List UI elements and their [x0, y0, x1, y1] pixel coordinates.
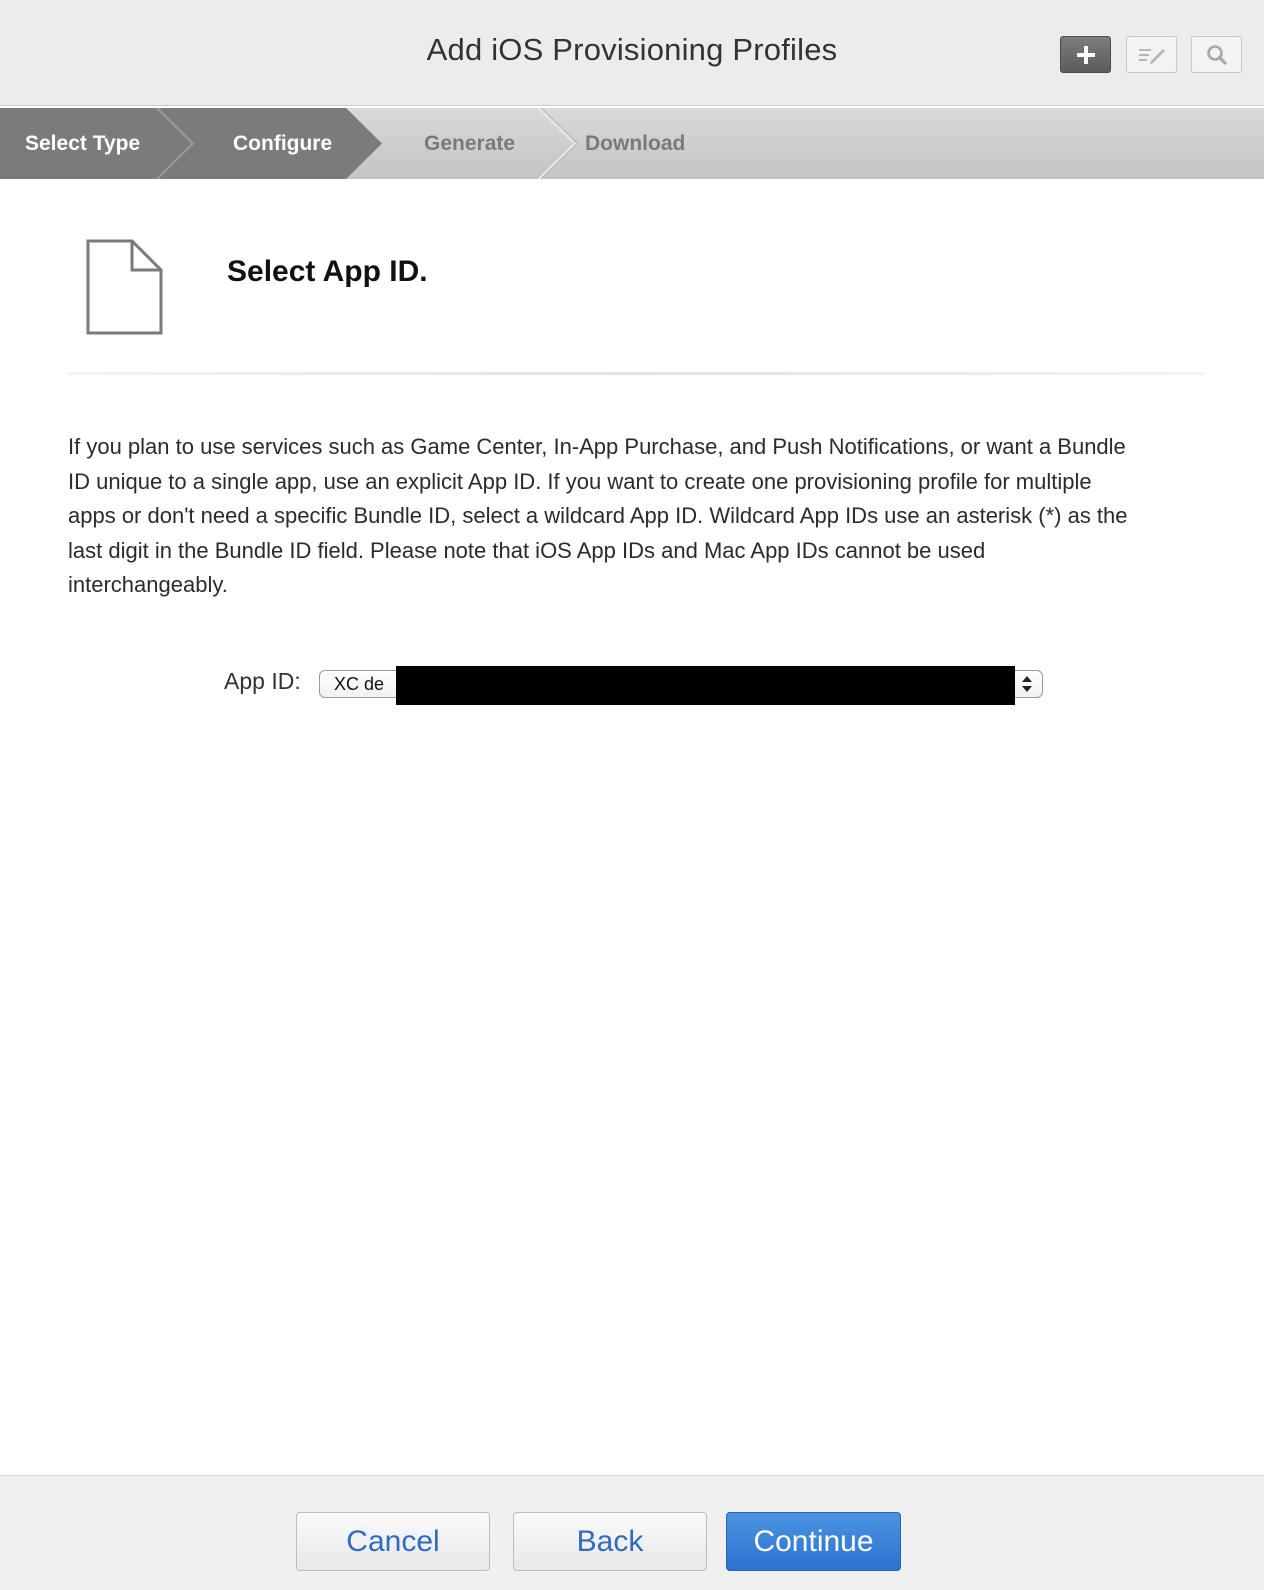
step-select-type-label: Select Type [25, 131, 141, 155]
redaction-bar [396, 666, 1015, 705]
page-header-title: Add iOS Provisioning Profiles [426, 32, 838, 67]
section-divider [68, 372, 1204, 375]
step-progress-bar [0, 108, 1264, 179]
step-configure-label: Configure [233, 131, 333, 155]
step-generate-label: Generate [424, 131, 516, 155]
continue-button[interactable]: Continue [726, 1512, 901, 1571]
step-generate [424, 108, 515, 179]
document-icon [86, 239, 164, 335]
cancel-button[interactable]: Cancel [296, 1512, 490, 1571]
description-text: If you plan to use services such as Game Center, In-App Purchase, and Push Notifications, or want a Bundle ID unique to a single app, use an explicit App ID. If you want to create one provisioning profile for multiple apps or don't need a specific Bundle ID, select a wildcard App ID. Wildcard App IDs use an asterisk (*) as the last digit in the Bundle ID field. Please note that iOS App IDs and Mac App IDs cannot be used interchangeably. [68, 434, 1128, 597]
step-download-label: Download [585, 131, 686, 155]
step-configure [233, 108, 332, 179]
edit-icon [1137, 44, 1167, 66]
search-button[interactable] [1191, 36, 1242, 73]
step-download [585, 108, 685, 179]
plus-icon [1075, 44, 1097, 66]
app-id-selected-value: XC de [334, 674, 385, 694]
add-button[interactable] [1060, 36, 1111, 73]
edit-button[interactable] [1126, 36, 1177, 73]
back-button[interactable]: Back [513, 1512, 707, 1571]
search-icon [1205, 43, 1229, 67]
app-id-label: App ID: [224, 668, 301, 694]
step-select-type [25, 108, 140, 179]
select-arrows-icon [1021, 672, 1033, 696]
section-title: Select App ID. [227, 255, 428, 288]
page-header [0, 0, 1264, 106]
